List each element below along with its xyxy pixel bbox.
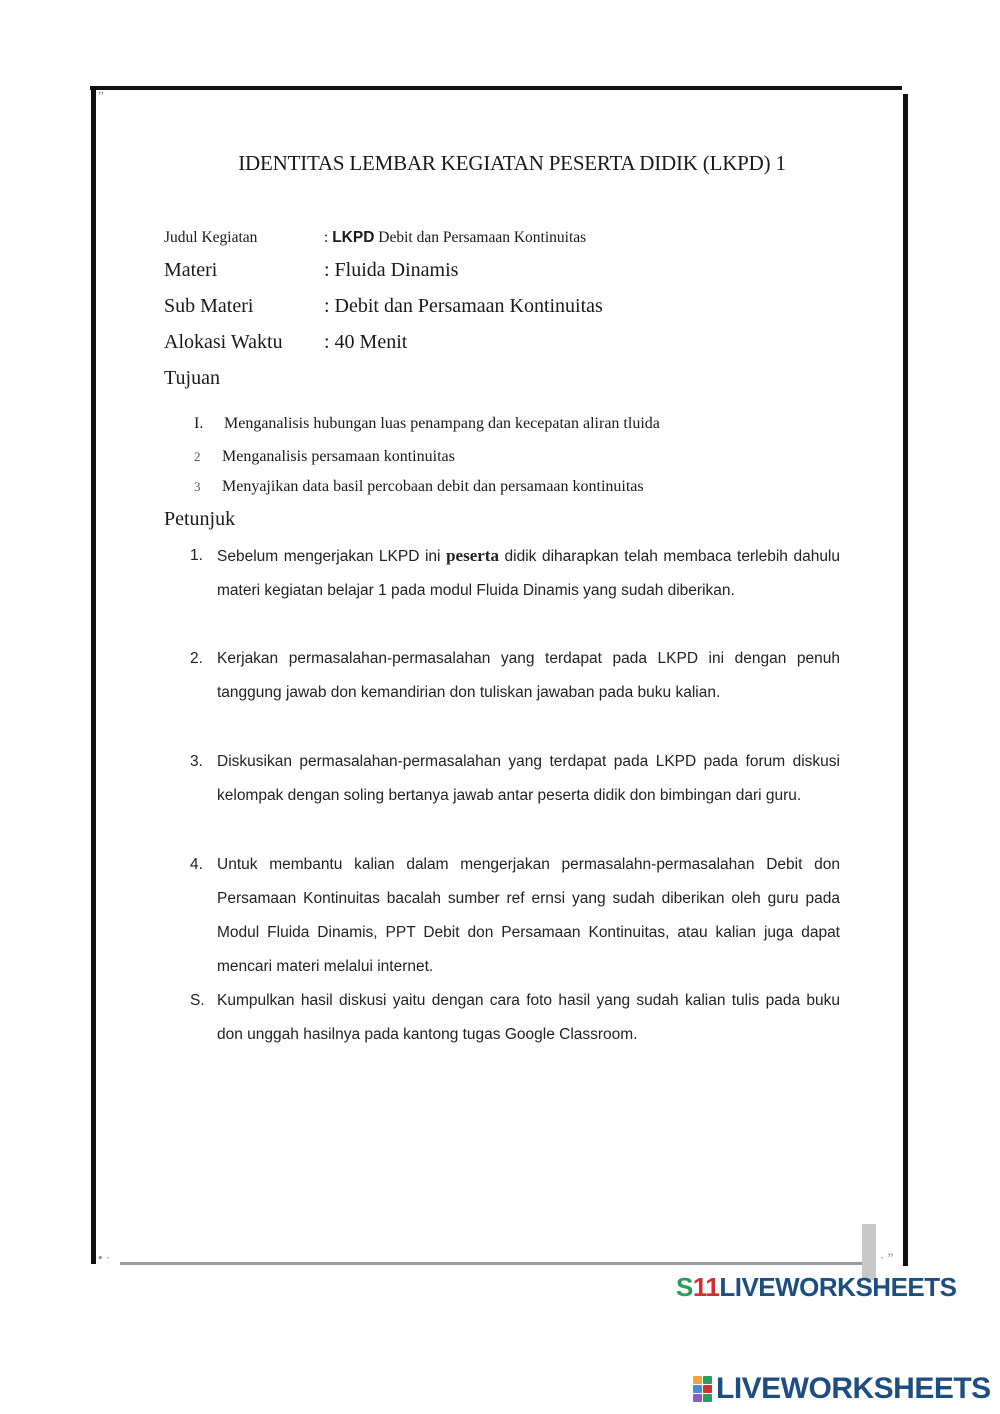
footer-watermark: LIVEWORKSHEETS bbox=[716, 1372, 991, 1405]
petunjuk-item-text: Diskusikan permasalahan-permasalahan yang terdapat pada LKPD pada forum diskusi kelompak dengan soling bertanya jawab antar peserta didik don bimbingan dari guru. bbox=[217, 753, 840, 804]
alokasi-value: : 40 Menit bbox=[324, 331, 408, 353]
tujuan-item-number: I. bbox=[194, 415, 204, 432]
alokasi-label: Alokasi Waktu bbox=[164, 331, 283, 353]
tujuan-item-text: Menganalisis hubungan luas penampang dan kecepatan aliran tluida bbox=[224, 415, 660, 432]
corner-mark-top-left: ” bbox=[98, 88, 104, 103]
petunjuk-item-number: S. bbox=[190, 992, 205, 1009]
petunjuk-item-text: Kumpulkan hasil diskusi yaitu dengan cara foto hasil yang sudah kalian tulis pada buku don unggah hasilnya pada kantong tugas Google Classroom. bbox=[217, 992, 840, 1043]
tujuan-item-text: Menyajikan data basil percobaan debit dan persamaan kontinuitas bbox=[222, 478, 644, 495]
identity-row-sub-materi bbox=[164, 295, 603, 318]
judul-value: : LKPD Debit dan Persamaan Kontinuitas bbox=[324, 229, 587, 246]
tujuan-item-text: Menganalisis persamaan kontinuitas bbox=[222, 448, 455, 465]
inner-watermark: S11LIVEWORKSHEETS bbox=[676, 1272, 957, 1302]
judul-rest: Debit dan Persamaan Kontinuitas bbox=[378, 229, 587, 246]
identity-row-materi bbox=[164, 259, 458, 282]
frame-left-border bbox=[91, 88, 96, 1264]
tujuan-item bbox=[194, 448, 455, 466]
judul-bold: LKPD bbox=[332, 229, 375, 246]
tujuan-item-number: 3 bbox=[194, 479, 201, 494]
petunjuk-item bbox=[190, 984, 840, 1052]
frame-top-border bbox=[90, 86, 902, 90]
materi-label: Materi bbox=[164, 259, 218, 281]
frame-right-border bbox=[903, 94, 908, 1266]
identity-row-judul bbox=[164, 229, 586, 247]
identity-row-alokasi bbox=[164, 331, 407, 354]
petunjuk-item-number: 2. bbox=[190, 650, 203, 667]
petunjuk-item-number: 3. bbox=[190, 753, 203, 770]
petunjuk-item bbox=[190, 642, 840, 710]
sub-materi-label: Sub Materi bbox=[164, 295, 254, 317]
petunjuk-item bbox=[190, 848, 840, 984]
tujuan-item bbox=[194, 478, 644, 496]
petunjuk-item-number: 4. bbox=[190, 856, 203, 873]
petunjuk-bold-word: peserta bbox=[446, 546, 499, 565]
petunjuk-heading: Petunjuk bbox=[164, 508, 236, 530]
page-title: IDENTITAS LEMBAR KEGIATAN PESERTA DIDIK (LKPD) 1 bbox=[238, 151, 786, 175]
materi-value: : Fluida Dinamis bbox=[324, 259, 459, 281]
corner-mark-bottom-right: · ” bbox=[880, 1250, 894, 1265]
liveworksheets-logo-icon bbox=[693, 1376, 713, 1402]
petunjuk-item bbox=[190, 539, 840, 608]
tujuan-item bbox=[194, 415, 660, 433]
frame-bottom-border bbox=[120, 1262, 865, 1265]
petunjuk-item bbox=[190, 745, 840, 813]
corner-mark-bottom-left: • · bbox=[98, 1250, 111, 1265]
petunjuk-item-text: Kerjakan permasalahan-permasalahan yang terdapat pada LKPD ini dengan penuh tanggung jawab don kemandirian don tuliskan jawaban pada buku kalian. bbox=[217, 650, 840, 701]
petunjuk-item-text: Sebelum mengerjakan LKPD ini peserta didik diharapkan telah membaca terlebih dahulu materi kegiatan belajar 1 pada modul Fluida Dinamis yang sudah diberikan. bbox=[217, 546, 840, 599]
tujuan-item-number: 2 bbox=[194, 449, 201, 464]
sub-materi-value: : Debit dan Persamaan Kontinuitas bbox=[324, 295, 603, 317]
judul-label: Judul Kegiatan bbox=[164, 229, 258, 246]
tujuan-heading: Tujuan bbox=[164, 367, 220, 389]
petunjuk-item-text: Untuk membantu kalian dalam mengerjakan permasalahn-permasalahan Debit don Persamaan Kontinuitas bacalah sumber ref ernsi yang sudah diberikan oleh guru pada Modul Fluida Dinamis, PPT Debit don Persamaan Kontinuitas, atau kalian juga dapat mencari materi melalui internet. bbox=[217, 856, 840, 975]
petunjuk-item-number: 1. bbox=[190, 547, 203, 564]
